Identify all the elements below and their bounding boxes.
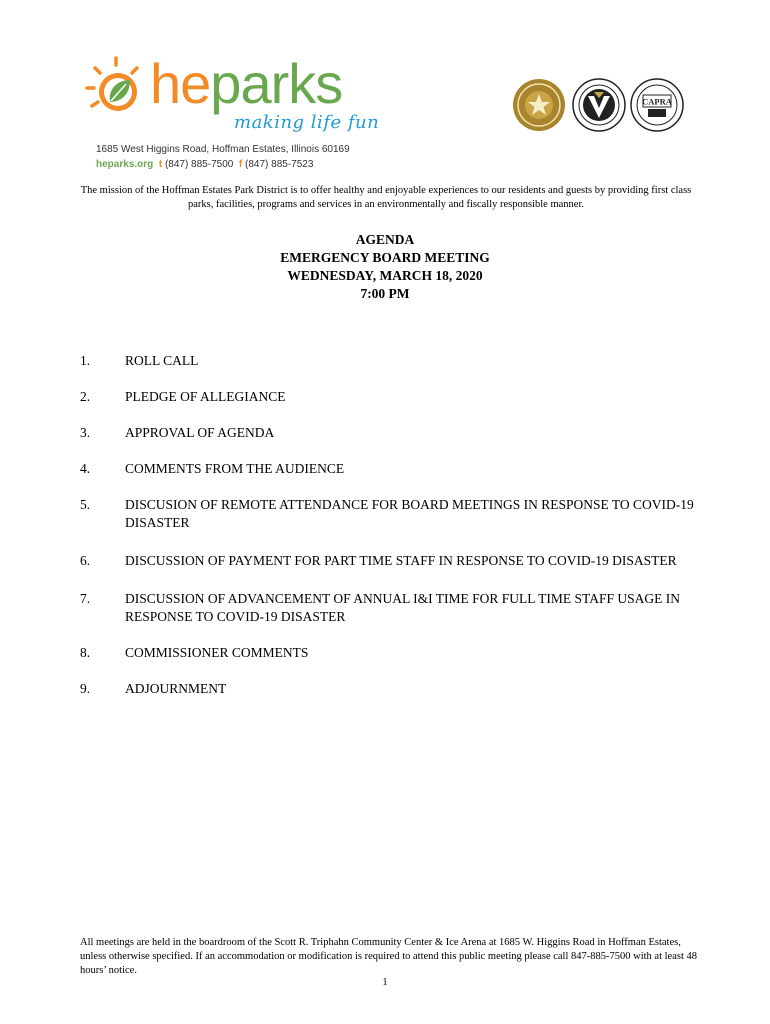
fax-label: f: [238, 159, 243, 170]
address: 1685 West Higgins Road, Hoffman Estates, Illinois 60169: [96, 144, 350, 155]
agenda-item: [80, 424, 700, 442]
brand-suffix: parks: [210, 52, 343, 115]
capra-seal-text: CAPRA: [642, 96, 672, 107]
accreditation-seals: [512, 78, 687, 140]
website-link[interactable]: heparks.org: [96, 159, 154, 170]
agenda-item: [80, 680, 700, 698]
agenda-item: [80, 552, 700, 570]
agenda-item-number: 1.: [80, 353, 91, 368]
brand-prefix: he: [150, 52, 211, 115]
sun-leaf-logo-icon: [84, 54, 148, 118]
agenda-item-text: DISCUSION OF REMOTE ATTENDANCE FOR BOARD MEETINGS IN RESPONSE TO COVID-19 DISASTER: [125, 497, 694, 530]
agenda-item-text: COMMISSIONER COMMENTS: [125, 645, 309, 660]
agenda-list: [80, 352, 700, 698]
agenda-item: [80, 352, 700, 370]
capra-seal-icon: [630, 78, 684, 132]
agenda-item-number: 6.: [80, 553, 91, 568]
meeting-time: 7:00 PM: [360, 286, 410, 301]
agenda-item-number: 8.: [80, 645, 91, 660]
agenda-item: [80, 388, 700, 406]
agenda-item-number: 3.: [80, 425, 91, 440]
agenda-item: [80, 590, 700, 626]
heparks-logo: [84, 50, 380, 170]
fax-number: (847) 885-7523: [245, 159, 314, 170]
agenda-title-block: [0, 231, 770, 303]
agenda-item-number: 4.: [80, 461, 91, 476]
phone-number: (847) 885-7500: [164, 159, 234, 170]
agenda-item-text: DISCUSSION OF ADVANCEMENT OF ANNUAL I&I TIME FOR FULL TIME STAFF USAGE IN RESPONSE TO COVID-19 DISASTER: [125, 591, 680, 624]
agenda-item: [80, 644, 700, 662]
agenda-item-number: 2.: [80, 389, 91, 404]
gold-medal-seal-icon: [512, 78, 566, 132]
page-number: 1: [382, 977, 388, 988]
meeting-date: WEDNESDAY, MARCH 18, 2020: [287, 268, 483, 283]
phone-label: t: [158, 159, 163, 170]
agenda-item: [80, 460, 700, 478]
agenda-heading: AGENDA: [355, 232, 415, 247]
meeting-type: EMERGENCY BOARD MEETING: [280, 250, 490, 265]
contact-line: [96, 159, 313, 170]
agenda-item: [80, 496, 700, 532]
agenda-item-text: DISCUSSION OF PAYMENT FOR PART TIME STAFF IN RESPONSE TO COVID-19 DISASTER: [125, 553, 677, 568]
mission-statement: The mission of the Hoffman Estates Park District is to offer healthy and enjoyable experiences to our residents and guests by providing first class parks, facilities, programs and services in an environmentally and fiscally responsible manner.: [80, 185, 692, 210]
brand-wordmark: [150, 50, 342, 118]
agenda-item-text: ROLL CALL: [125, 353, 199, 368]
agenda-item-number: 9.: [80, 681, 91, 696]
tagline: making life fun: [234, 112, 380, 133]
agenda-item-text: APPROVAL OF AGENDA: [125, 425, 275, 440]
meeting-location-note: All meetings are held in the boardroom of the Scott R. Triphahn Community Center & Ice Arena at 1685 W. Higgins Road in Hoffman Estates, unless otherwise specified. If an accommodation or modification is required to attend this public meeting please call 847-885-7500 with at least 48 hours’ notice.: [80, 937, 697, 976]
agenda-item-text: PLEDGE OF ALLEGIANCE: [125, 389, 286, 404]
agenda-item-number: 7.: [80, 591, 91, 606]
agenda-item-text: ADJOURNMENT: [125, 681, 227, 696]
illinois-association-seal-icon: [572, 78, 626, 132]
agenda-item-number: 5.: [80, 497, 91, 512]
agenda-item-text: COMMENTS FROM THE AUDIENCE: [125, 461, 345, 476]
